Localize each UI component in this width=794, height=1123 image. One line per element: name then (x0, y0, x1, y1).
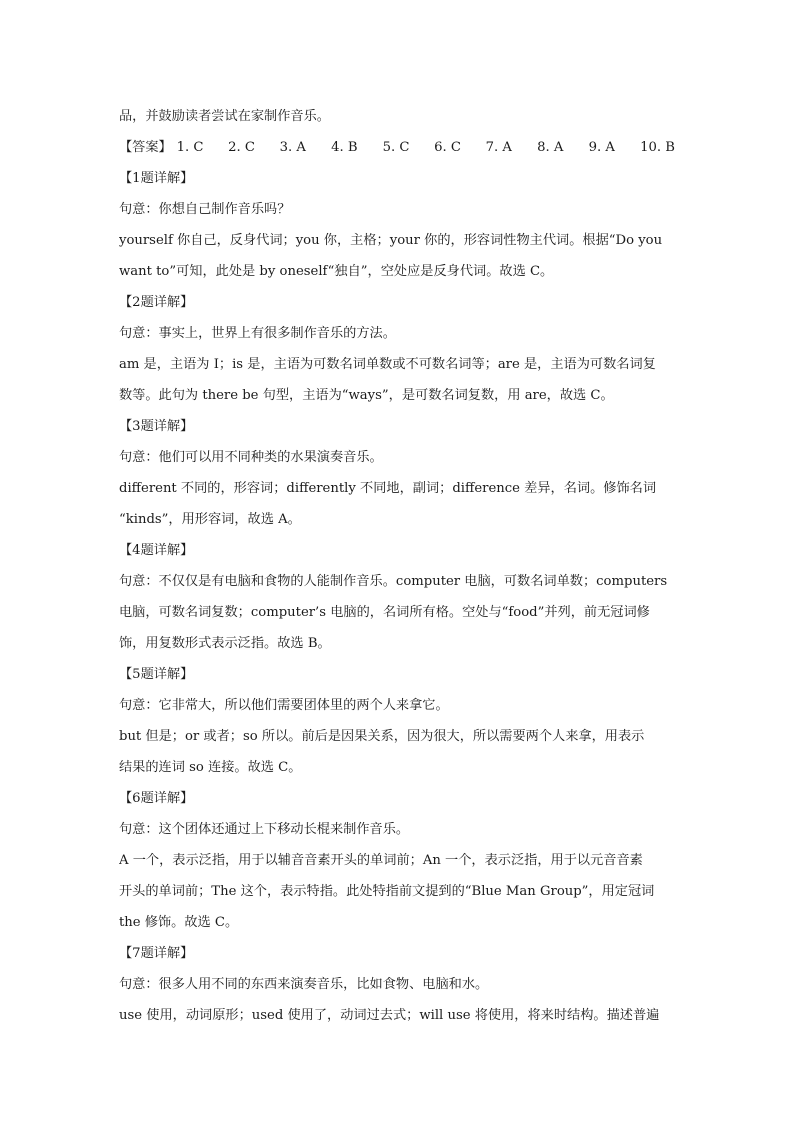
document-content (119, 101, 675, 1031)
explanation-line: 句意：他们可以用不同种类的水果演奏音乐。 (119, 450, 383, 465)
explanation-line: 句意：事实上，世界上有很多制作音乐的方法。 (119, 326, 396, 341)
section-heading: 【7题详解】 (119, 946, 194, 961)
explanation-line: 数等。此句为 there be 句型，主语为“ways”，是可数名词复数，用 are，故选 C。 (119, 388, 614, 403)
explanation-line: 句意：它非常大，所以他们需要团体里的两个人来拿它。 (119, 698, 449, 713)
answer-item: 1. C (176, 140, 204, 155)
section-heading: 【4题详解】 (119, 543, 194, 558)
answer-item: 8. A (537, 140, 564, 155)
answer-item: 10. B (640, 140, 675, 155)
explanation-line: 电脑，可数名词复数；computer’s 电脑的，名词所有格。空处与“food”并列，前无冠词修 (119, 605, 650, 620)
explanation-line: 句意：你想自己制作音乐吗？ (119, 202, 291, 217)
section-heading: 【6题详解】 (119, 791, 194, 806)
intro-tail: 品，并鼓励读者尝试在家制作音乐。 (119, 109, 330, 124)
answer-items (177, 132, 675, 163)
explanation-line: am 是，主语为 I；is 是，主语为可数名词单数或不可数名词等；are 是，主语为可数名词复 (119, 357, 656, 372)
section-heading: 【2题详解】 (119, 295, 194, 310)
explanation-line: 结果的连词 so 连接。故选 C。 (119, 760, 302, 775)
section-heading: 【5题详解】 (119, 667, 194, 682)
answer-item: 9. A (588, 140, 615, 155)
explanation-line: use 使用，动词原形；used 使用了，动词过去式；will use 将使用，将来时结构。描述普遍 (119, 1008, 660, 1023)
explanation-line: want to”可知，此处是 by oneself“独自”，空处应是反身代词。故选 C。 (119, 264, 554, 279)
explanation-line: 开头的单词前；The 这个，表示特指。此处特指前文提到的“Blue Man Group”，用定冠词 (119, 884, 655, 899)
explanation-line: yourself 你自己，反身代词；you 你，主格；your 你的，形容词性物主代词。根据“Do you (119, 233, 663, 248)
answer-item: 2. C (228, 140, 256, 155)
answer-item: 3. A (279, 140, 306, 155)
explanation-line: different 不同的，形容词；differently 不同地，副词；difference 差异，名词。修饰名词 (119, 481, 657, 496)
answer-key (119, 132, 675, 163)
explanation-line: but 但是；or 或者；so 所以。前后是因果关系，因为很大，所以需要两个人来拿，用表示 (119, 729, 645, 744)
explanation-line: “kinds”，用形容词，故选 A。 (119, 512, 301, 527)
explanation-line: 句意：这个团体还通过上下移动长棍来制作音乐。 (119, 822, 410, 837)
answer-label: 【答案】 (119, 140, 172, 155)
explanation-line: 饰，用复数形式表示泛指。故选 B。 (119, 636, 331, 651)
answer-item: 4. B (331, 140, 358, 155)
answer-item: 5. C (382, 140, 410, 155)
answer-item: 7. A (485, 140, 512, 155)
explanation-line: the 修饰。故选 C。 (119, 915, 239, 930)
explanation-line: 句意：很多人用不同的东西来演奏音乐，比如食物、电脑和水。 (119, 977, 489, 992)
explanation-line: A 一个，表示泛指，用于以辅音音素开头的单词前；An 一个，表示泛指，用于以元音音素 (119, 853, 643, 868)
explanation-line: 句意：不仅仅是有电脑和食物的人能制作音乐。computer 电脑，可数名词单数；computers (119, 574, 668, 589)
section-heading: 【1题详解】 (119, 171, 194, 186)
section-heading: 【3题详解】 (119, 419, 194, 434)
answer-item: 6. C (434, 140, 462, 155)
